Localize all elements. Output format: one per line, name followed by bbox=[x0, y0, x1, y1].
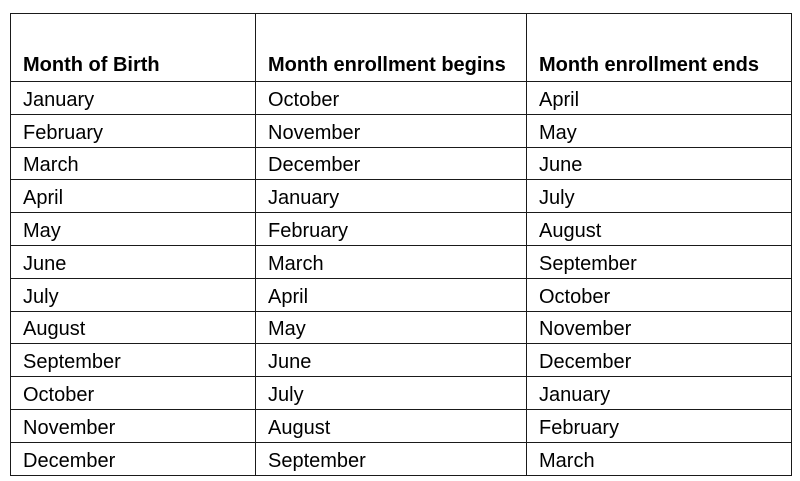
header-enrollment-ends: Month enrollment ends bbox=[527, 14, 792, 82]
table-row bbox=[11, 114, 792, 147]
table-row bbox=[11, 311, 792, 344]
begin-month-cell: January bbox=[256, 180, 527, 213]
begin-month-cell: May bbox=[256, 311, 527, 344]
begin-month-cell: March bbox=[256, 245, 527, 278]
end-month-cell: July bbox=[527, 180, 792, 213]
table-row bbox=[11, 377, 792, 410]
table-row bbox=[11, 278, 792, 311]
birth-month-cell: October bbox=[11, 377, 256, 410]
table-row bbox=[11, 180, 792, 213]
end-month-cell: May bbox=[527, 114, 792, 147]
begin-month-cell: November bbox=[256, 114, 527, 147]
end-month-cell: November bbox=[527, 311, 792, 344]
end-month-cell: August bbox=[527, 213, 792, 246]
table-row bbox=[11, 344, 792, 377]
birth-month-cell: April bbox=[11, 180, 256, 213]
table-row bbox=[11, 442, 792, 475]
birth-month-cell: November bbox=[11, 409, 256, 442]
end-month-cell: February bbox=[527, 409, 792, 442]
end-month-cell: April bbox=[527, 82, 792, 115]
birth-month-cell: September bbox=[11, 344, 256, 377]
table-body bbox=[11, 82, 792, 476]
birth-month-cell: May bbox=[11, 213, 256, 246]
begin-month-cell: July bbox=[256, 377, 527, 410]
end-month-cell: December bbox=[527, 344, 792, 377]
birth-month-cell: June bbox=[11, 245, 256, 278]
end-month-cell: January bbox=[527, 377, 792, 410]
begin-month-cell: September bbox=[256, 442, 527, 475]
table-row bbox=[11, 245, 792, 278]
header-row bbox=[11, 14, 792, 82]
begin-month-cell: June bbox=[256, 344, 527, 377]
header-month-of-birth: Month of Birth bbox=[11, 14, 256, 82]
enrollment-table bbox=[10, 13, 792, 476]
end-month-cell: June bbox=[527, 147, 792, 180]
table-row bbox=[11, 82, 792, 115]
begin-month-cell: April bbox=[256, 278, 527, 311]
end-month-cell: October bbox=[527, 278, 792, 311]
birth-month-cell: August bbox=[11, 311, 256, 344]
table-row bbox=[11, 147, 792, 180]
begin-month-cell: December bbox=[256, 147, 527, 180]
begin-month-cell: February bbox=[256, 213, 527, 246]
header-enrollment-begins: Month enrollment begins bbox=[256, 14, 527, 82]
birth-month-cell: December bbox=[11, 442, 256, 475]
begin-month-cell: October bbox=[256, 82, 527, 115]
birth-month-cell: March bbox=[11, 147, 256, 180]
table-header bbox=[11, 14, 792, 82]
end-month-cell: September bbox=[527, 245, 792, 278]
table-row bbox=[11, 409, 792, 442]
birth-month-cell: January bbox=[11, 82, 256, 115]
end-month-cell: March bbox=[527, 442, 792, 475]
begin-month-cell: August bbox=[256, 409, 527, 442]
birth-month-cell: February bbox=[11, 114, 256, 147]
table-row bbox=[11, 213, 792, 246]
birth-month-cell: July bbox=[11, 278, 256, 311]
